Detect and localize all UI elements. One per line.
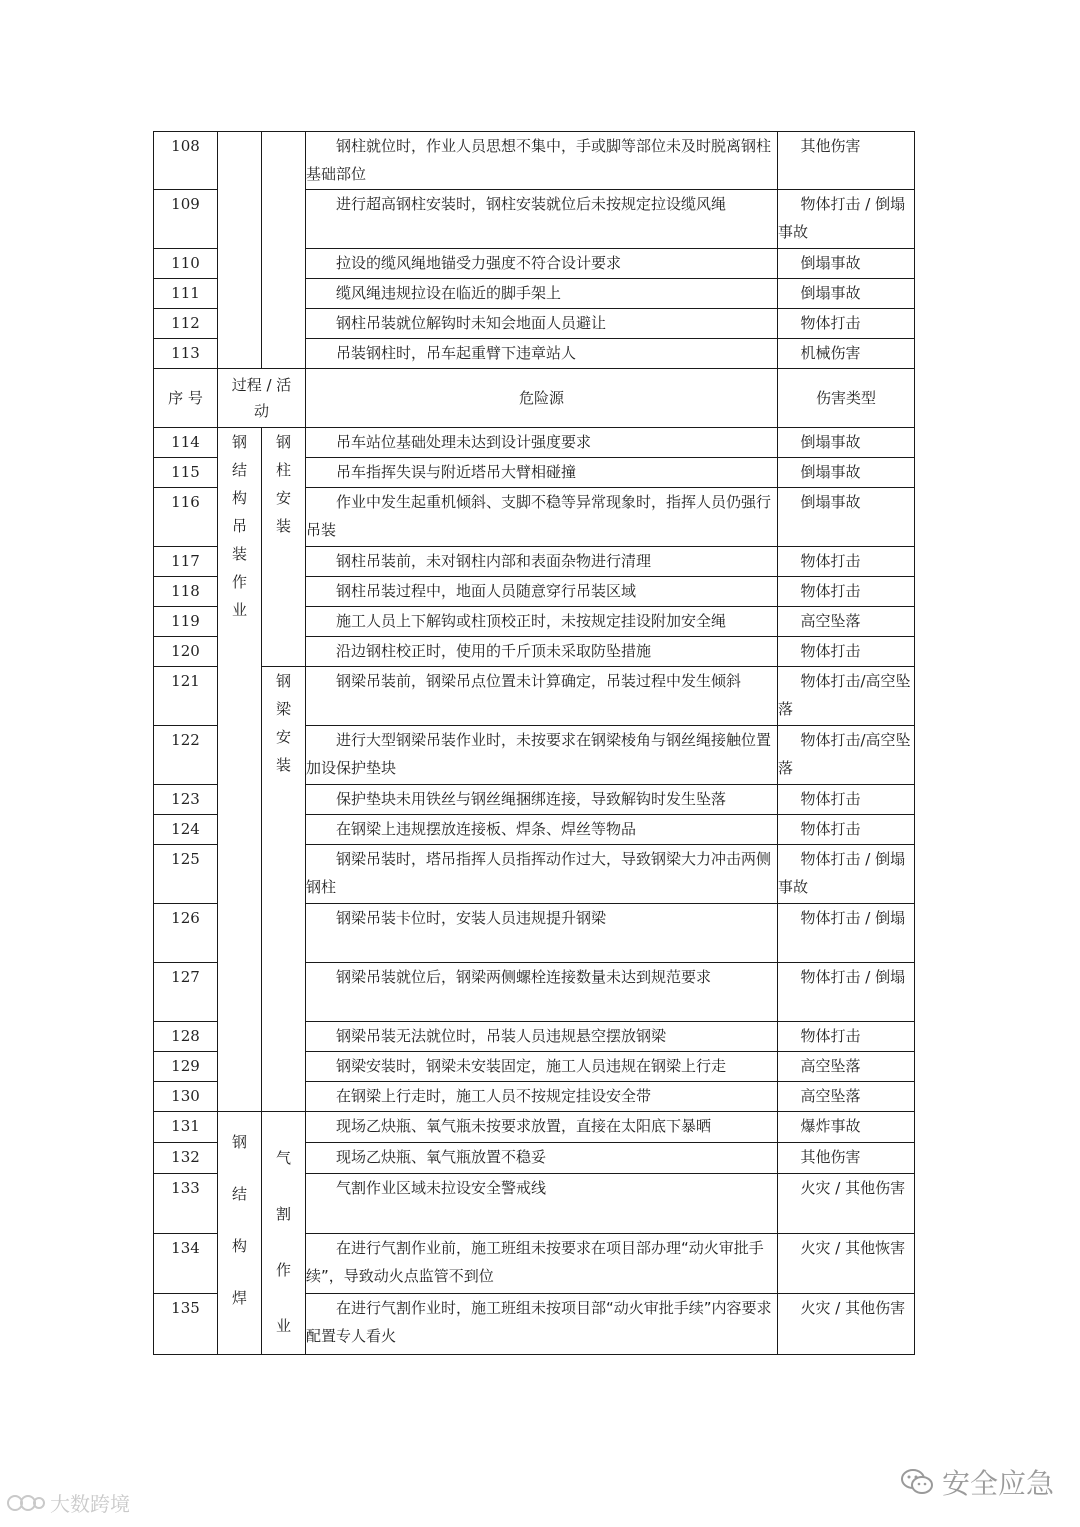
injury-type: 物体打击 / 倒塌事故 [778, 845, 915, 904]
injury-type: 物体打击/高空坠落 [778, 667, 915, 726]
row-number: 125 [154, 845, 218, 904]
injury-type: 物体打击 [778, 785, 915, 815]
row-number: 129 [154, 1052, 218, 1082]
hazard-text: 钢柱吊装就位解钩时未知会地面人员避让 [306, 309, 778, 339]
header-process-text: 过程 / 活动 [231, 376, 292, 420]
injury-type: 高空坠落 [778, 1052, 915, 1082]
hazard-text: 在进行气割作业时，施工班组未按项目部“动火审批手续”内容要求配置专人看火 [306, 1294, 778, 1355]
row-number: 110 [154, 249, 218, 279]
hazard-text: 作业中发生起重机倾斜、支脚不稳等异常现象时，指挥人员仍强行吊装 [306, 488, 778, 547]
watermark-left [6, 1488, 130, 1517]
injury-type: 高空坠落 [778, 1082, 915, 1112]
hazard-text: 钢梁安装时，钢梁未安装固定，施工人员违规在钢梁上行走 [306, 1052, 778, 1082]
hazard-text: 施工人员上下解钩或柱顶校正时，未按规定挂设附加安全绳 [306, 607, 778, 637]
hazard-text: 钢梁吊装时，塔吊指挥人员指挥动作过大，导致钢梁大力冲击两侧钢柱 [306, 845, 778, 904]
hazard-text: 保护垫块未用铁丝与钢丝绳捆绑连接，导致解钩时发生坠落 [306, 785, 778, 815]
activity-beam-install: 钢 梁 安 装 [262, 667, 306, 1112]
hazard-text: 钢柱吊装过程中，地面人员随意穿行吊装区域 [306, 577, 778, 607]
injury-type: 物体打击 [778, 1022, 915, 1052]
activity-gas-cutting: 气 割 作 业 [262, 1112, 306, 1355]
hazard-text: 进行超高钢柱安装时，钢柱安装就位后未按规定拉设缆风绳 [306, 190, 778, 249]
injury-type: 火灾 / 其他恢害 [778, 1233, 915, 1293]
row-number: 126 [154, 904, 218, 963]
hazard-text: 钢柱就位时，作业人员思想不集中，手或脚等部位未及时脱离钢柱基础部位 [306, 132, 778, 190]
brand-logo-icon [6, 1492, 46, 1514]
injury-type: 物体打击/高空坠落 [778, 726, 915, 785]
injury-type: 其他伤害 [778, 1142, 915, 1173]
injury-type: 倒塌事故 [778, 428, 915, 458]
row-number: 123 [154, 785, 218, 815]
injury-type: 物体打击 / 倒塌 [778, 963, 915, 1022]
injury-type: 物体打击 [778, 547, 915, 577]
hazard-text: 吊车站位基础处理未达到设计强度要求 [306, 428, 778, 458]
hazard-table [153, 131, 915, 1355]
row-number: 108 [154, 132, 218, 190]
row-number: 128 [154, 1022, 218, 1052]
row-number: 118 [154, 577, 218, 607]
row-number: 130 [154, 1082, 218, 1112]
hazard-text: 钢梁吊装无法就位时，吊装人员违规悬空摆放钢梁 [306, 1022, 778, 1052]
row-number: 111 [154, 279, 218, 309]
row-number: 120 [154, 637, 218, 667]
injury-type: 倒塌事故 [778, 279, 915, 309]
table-row [154, 132, 915, 190]
hazard-text: 吊车指挥失误与附近塔吊大臂相碰撞 [306, 458, 778, 488]
hazard-text: 钢梁吊装前，钢梁吊点位置未计算确定，吊装过程中发生倾斜 [306, 667, 778, 726]
row-number: 117 [154, 547, 218, 577]
injury-type: 爆炸事故 [778, 1112, 915, 1143]
row-number: 119 [154, 607, 218, 637]
row-number: 114 [154, 428, 218, 458]
injury-type: 倒塌事故 [778, 488, 915, 547]
row-number: 132 [154, 1142, 218, 1173]
row-number: 131 [154, 1112, 218, 1143]
injury-type: 其他伤害 [778, 132, 915, 190]
row-number: 122 [154, 726, 218, 785]
process-steel-welding: 钢 结 构 焊 [218, 1112, 262, 1355]
injury-type: 物体打击 [778, 309, 915, 339]
hazard-text: 现场乙炔瓶、氧气瓶放置不稳妥 [306, 1142, 778, 1173]
hazard-text: 拉设的缆风绳地锚受力强度不符合设计要求 [306, 249, 778, 279]
watermark-right-text: 安全应急 [942, 1467, 1055, 1500]
table-header-row [154, 369, 915, 428]
hazard-text: 缆风绳违规拉设在临近的脚手架上 [306, 279, 778, 309]
hazard-text: 在钢梁上违规摆放连接板、焊条、焊丝等物品 [306, 815, 778, 845]
hazard-text: 钢梁吊装就位后，钢梁两侧螺栓连接数量未达到规范要求 [306, 963, 778, 1022]
row-number: 115 [154, 458, 218, 488]
process-steel-hoisting: 钢 结 构 吊 装 作 业 [218, 428, 262, 1112]
row-number: 133 [154, 1173, 218, 1233]
hazard-text: 钢梁吊装卡位时，安装人员违规提升钢梁 [306, 904, 778, 963]
injury-type: 火灾 / 其他伤害 [778, 1173, 915, 1233]
process-cell-empty [218, 132, 262, 369]
hazard-text: 进行大型钢梁吊装作业时，未按要求在钢梁棱角与钢丝绳接触位置加设保护垫块 [306, 726, 778, 785]
hazard-text: 气割作业区域未拉设安全警戒线 [306, 1173, 778, 1233]
injury-type: 高空坠落 [778, 607, 915, 637]
table-row [154, 667, 915, 726]
injury-type: 机械伤害 [778, 339, 915, 369]
hazard-text: 沿边钢柱校正时，使用的千斤顶未采取防坠措施 [306, 637, 778, 667]
row-number: 113 [154, 339, 218, 369]
row-number: 121 [154, 667, 218, 726]
activity-cell-empty [262, 132, 306, 369]
wechat-icon [900, 1467, 934, 1497]
watermark-left-text: 大数跨境 [50, 1492, 130, 1516]
row-number: 134 [154, 1233, 218, 1293]
header-process [218, 369, 306, 428]
injury-type: 物体打击 [778, 815, 915, 845]
hazard-text: 钢柱吊装前，未对钢柱内部和表面杂物进行清理 [306, 547, 778, 577]
header-seq: 序 号 [154, 369, 218, 428]
hazard-text: 吊装钢柱时，吊车起重臂下违章站人 [306, 339, 778, 369]
row-number: 124 [154, 815, 218, 845]
row-number: 109 [154, 190, 218, 249]
table-row [154, 1112, 915, 1143]
row-number: 127 [154, 963, 218, 1022]
row-number: 135 [154, 1294, 218, 1355]
hazard-text: 在钢梁上行走时，施工人员不按规定挂设安全带 [306, 1082, 778, 1112]
injury-type: 倒塌事故 [778, 458, 915, 488]
hazard-text: 在进行气割作业前，施工班组未按要求在项目部办理“动火审批手续”，导致动火点监管不到位 [306, 1233, 778, 1293]
row-number: 116 [154, 488, 218, 547]
activity-column-install: 钢 柱 安 装 [262, 428, 306, 667]
injury-type: 倒塌事故 [778, 249, 915, 279]
row-number: 112 [154, 309, 218, 339]
injury-type: 火灾 / 其他伤害 [778, 1294, 915, 1355]
header-hazard: 危险源 [306, 369, 778, 428]
injury-type: 物体打击 / 倒塌事故 [778, 190, 915, 249]
hazard-text: 现场乙炔瓶、氧气瓶未按要求放置，直接在太阳底下暴晒 [306, 1112, 778, 1143]
header-injury: 伤害类型 [778, 369, 915, 428]
injury-type: 物体打击 [778, 637, 915, 667]
injury-type: 物体打击 / 倒塌 [778, 904, 915, 963]
table-row [154, 428, 915, 458]
injury-type: 物体打击 [778, 577, 915, 607]
watermark-right [900, 1462, 1054, 1502]
